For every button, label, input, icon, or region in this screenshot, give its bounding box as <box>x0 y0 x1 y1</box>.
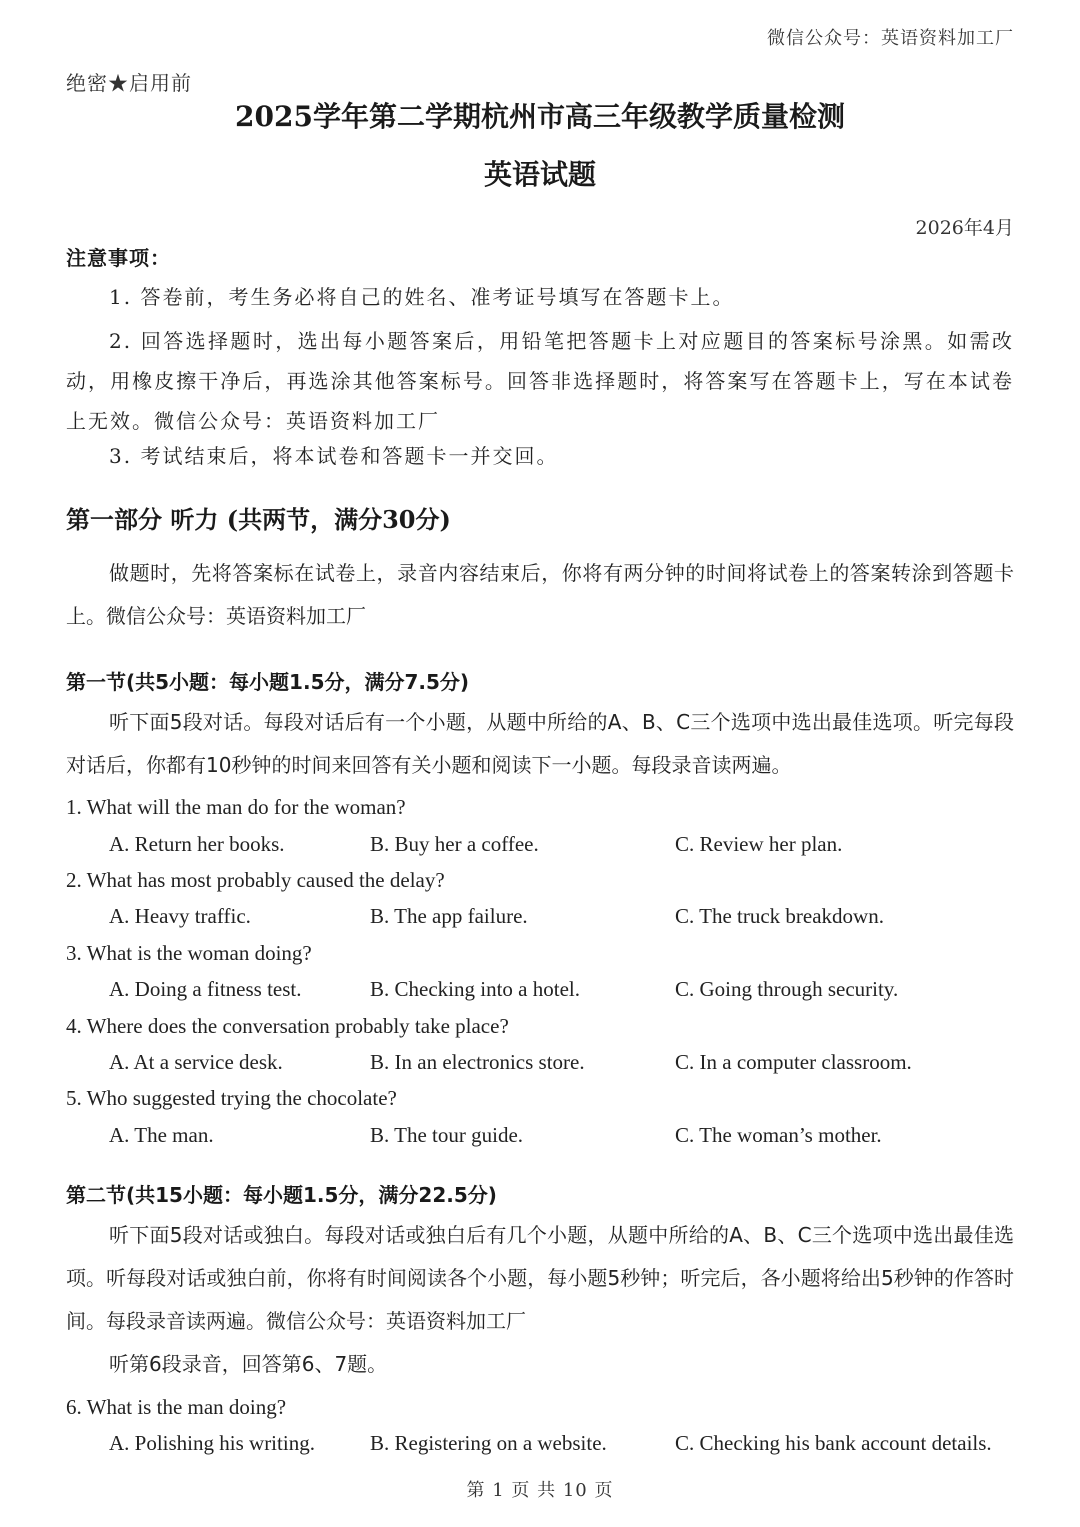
question-5: 5. Who suggested trying the chocolate? <box>66 1086 397 1110</box>
exam-date: 2026年4月 <box>915 217 1014 239</box>
q3-option-b: B. Checking into a hotel. <box>370 977 580 1001</box>
wechat-header: 微信公众号：英语资料加工厂 <box>767 28 1014 49</box>
question-6: 6. What is the man doing? <box>66 1395 287 1419</box>
q2-option-b: B. The app failure. <box>370 904 528 928</box>
part1-heading: 第一部分 听力 (共两节，满分30分) <box>66 505 451 534</box>
q3-option-a: A. Doing a fitness test. <box>109 977 302 1001</box>
q5-option-a: A. The man. <box>109 1123 214 1147</box>
q1-option-a: A. Return her books. <box>109 832 285 856</box>
notice-heading: 注意事项： <box>66 246 171 270</box>
question-2: 2. What has most probably caused the delay? <box>66 868 445 892</box>
exam-subject: 英语试题 <box>483 158 596 191</box>
section1-heading: 第一节(共5小题：每小题1.5分，满分7.5分) <box>66 670 470 694</box>
q1-option-c: C. Review her plan. <box>675 832 843 856</box>
page-number: 第 1 页 共 10 页 <box>466 1480 614 1501</box>
q5-option-c: C. The woman’s mother. <box>675 1123 882 1147</box>
section2-heading: 第二节(共15小题：每小题1.5分，满分22.5分) <box>66 1183 497 1207</box>
section2-instruction: 听第6段录音，回答第6、7题。 <box>109 1352 388 1376</box>
question-4: 4. Where does the conversation probably take place? <box>66 1014 509 1038</box>
q1-option-b: B. Buy her a coffee. <box>370 832 539 856</box>
part1-intro: 做题时，先将答案标在试卷上，录音内容结束后，你将有两分钟的时间将试卷上的答案转涂到答题卡上。微信公众号：英语资料加工厂 <box>66 561 1014 628</box>
q6-option-a: A. Polishing his writing. <box>109 1431 315 1455</box>
question-3: 3. What is the woman doing? <box>66 941 312 965</box>
q2-option-c: C. The truck breakdown. <box>675 904 884 928</box>
q3-option-c: C. Going through security. <box>675 977 899 1001</box>
section1-intro: 听下面5段对话。每段对话后有一个小题，从题中所给的A、B、C三个选项中选出最佳选项。听完每段对话后，你都有10秒钟的时间来回答有关小题和阅读下一小题。每段录音读两遍。 <box>66 710 1014 777</box>
q4-option-c: C. In a computer classroom. <box>675 1050 912 1074</box>
section2-intro: 听下面5段对话或独白。每段对话或独白后有几个小题，从题中所给的A、B、C三个选项中选出最佳选项。听每段对话或独白前，你将有时间阅读各个小题，每小题5秒钟；听完后，各小题将给出5秒钟的作答时间。每段录音读两遍。微信公众号：英语资料加工厂 <box>66 1223 1014 1333</box>
exam-title: 2025学年第二学期杭州市高三年级教学质量检测 <box>235 100 845 133</box>
q5-option-b: B. The tour guide. <box>370 1123 524 1147</box>
q6-option-b: B. Registering on a website. <box>370 1431 607 1455</box>
question-1: 1. What will the man do for the woman? <box>66 795 406 819</box>
q6-option-c: C. Checking his bank account details. <box>675 1431 992 1455</box>
notice-item-3: 3. 考试结束后，将本试卷和答题卡一并交回。 <box>109 444 559 468</box>
confidential-label: 绝密★启用前 <box>66 71 192 95</box>
q4-option-a: A. At a service desk. <box>109 1050 283 1074</box>
q4-option-b: B. In an electronics store. <box>370 1050 585 1074</box>
notice-item-2: 2. 回答选择题时，选出每小题答案后，用铅笔把答题卡上对应题目的答案标号涂黑。如需改动，用橡皮擦干净后，再选涂其他答案标号。回答非选择题时，将答案写在答题卡上，写在本试卷上无效。微信公众号：英语资料加工厂 <box>66 329 1014 433</box>
notice-item-1: 1. 答卷前，考生务必将自己的姓名、准考证号填写在答题卡上。 <box>109 285 735 309</box>
q2-option-a: A. Heavy traffic. <box>109 904 251 928</box>
